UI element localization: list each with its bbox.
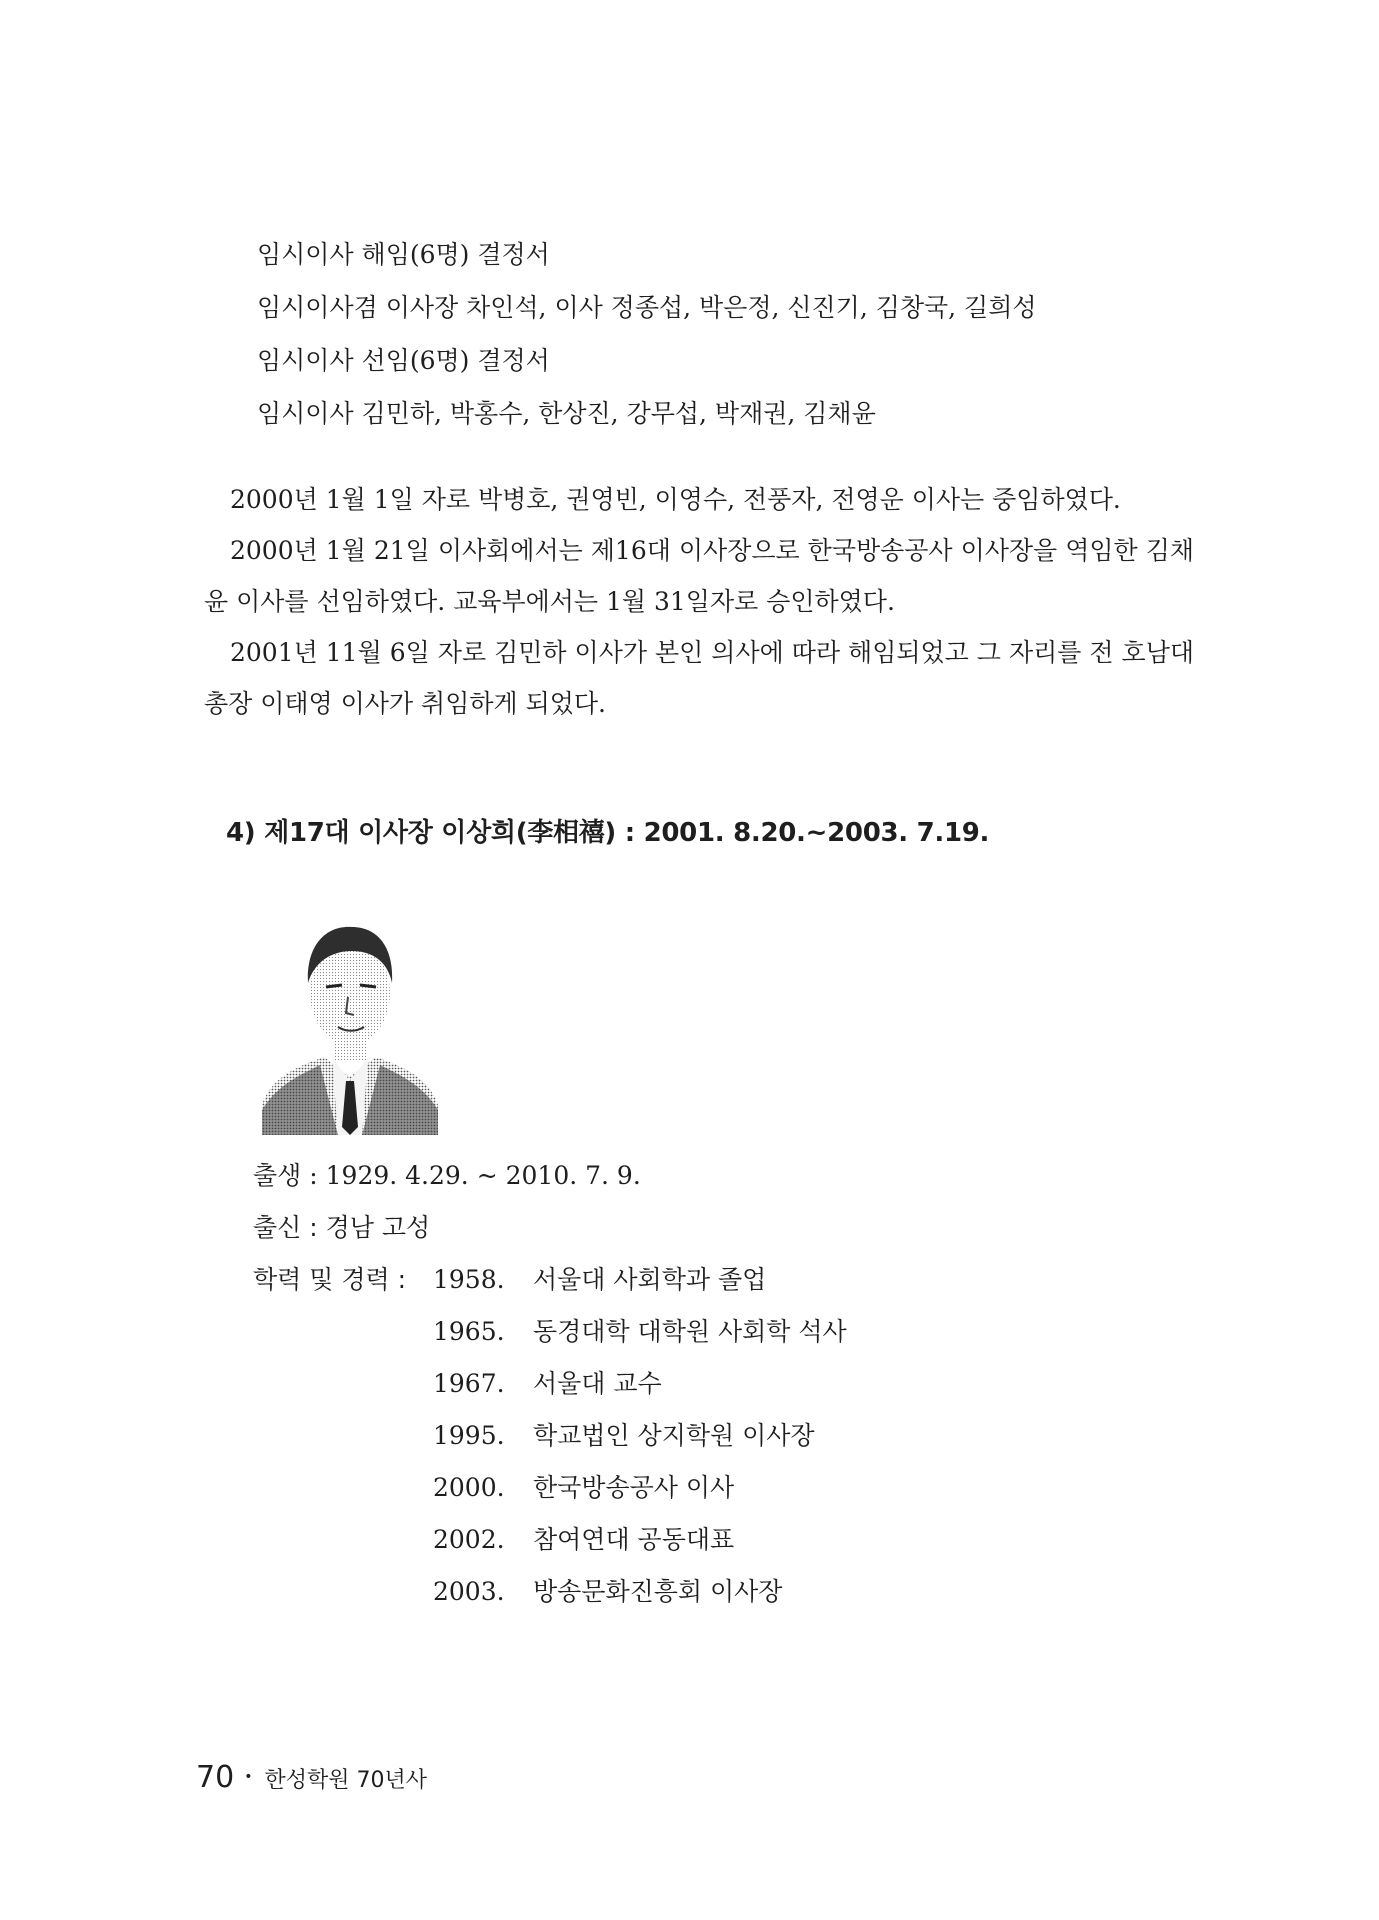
career-desc: 한국방송공사 이사 <box>533 1473 735 1502</box>
decision-line: 임시이사 선임(6명) 결정서 <box>257 346 550 375</box>
paragraph: 2001년 11월 6일 자로 김민하 이사가 본인 의사에 따라 해임되었고 그 자리를 전 호남대 총장 이태영 이사가 취임하게 되었다. <box>204 638 1194 718</box>
career-desc: 참여연대 공동대표 <box>533 1525 735 1554</box>
biography <box>253 1150 847 1618</box>
career-label: 학력 및 경력 : <box>253 1265 407 1294</box>
decision-line: 임시이사 해임(6명) 결정서 <box>257 240 550 269</box>
birth-value: : 1929. 4.29. ~ 2010. 7. 9. <box>301 1161 641 1190</box>
career-year: 2000. <box>433 1473 505 1502</box>
birth-label: 출생 <box>253 1161 302 1190</box>
portrait-photo <box>262 905 438 1135</box>
career-desc: 동경대학 대학원 사회학 석사 <box>533 1317 847 1346</box>
section-heading: 4) 제17대 이사장 이상희(李相禧) : 2001. 8.20.~2003. 7.19. <box>226 818 990 848</box>
page-footer <box>196 1760 427 1795</box>
birth-row <box>253 1150 641 1202</box>
career-desc: 서울대 사회학과 졸업 <box>533 1265 767 1294</box>
career-desc: 서울대 교수 <box>533 1369 662 1398</box>
paragraph: 2000년 1월 1일 자로 박병호, 권영빈, 이영수, 전풍자, 전영운 이사는 중임하였다. <box>230 485 1121 514</box>
bullet-separator: • <box>244 1769 253 1785</box>
career-row <box>253 1410 815 1462</box>
career-row <box>253 1514 735 1566</box>
decision-line: 임시이사 김민하, 박홍수, 한상진, 강무섭, 박재권, 김채윤 <box>257 399 876 428</box>
origin-value: : 경남 고성 <box>301 1213 431 1242</box>
career-desc: 방송문화진흥회 이사장 <box>533 1577 783 1606</box>
origin-label: 출신 <box>253 1213 302 1242</box>
decision-list <box>257 228 1037 440</box>
page-number: 70 <box>196 1760 235 1795</box>
career-year: 2003. <box>433 1577 505 1606</box>
career-row <box>253 1358 662 1410</box>
career-row <box>253 1462 735 1514</box>
career-row <box>253 1254 767 1306</box>
career-desc: 학교법인 상지학원 이사장 <box>533 1421 815 1450</box>
career-year: 2002. <box>433 1525 505 1554</box>
career-year: 1995. <box>433 1421 505 1450</box>
body-paragraphs <box>204 474 1194 729</box>
decision-line: 임시이사겸 이사장 차인석, 이사 정종섭, 박은정, 신진기, 김창국, 길희성 <box>257 293 1037 322</box>
career-year: 1965. <box>433 1317 505 1346</box>
career-year: 1958. <box>433 1265 505 1294</box>
career-year: 1967. <box>433 1369 505 1398</box>
book-title: 한성학원 70년사 <box>264 1768 427 1793</box>
career-row <box>253 1306 847 1358</box>
origin-row <box>253 1202 641 1254</box>
career-row <box>253 1566 783 1618</box>
paragraph: 2000년 1월 21일 이사회에서는 제16대 이사장으로 한국방송공사 이사장을 역임한 김채윤 이사를 선임하였다. 교육부에서는 1월 31일자로 승인하였다. <box>204 536 1194 616</box>
